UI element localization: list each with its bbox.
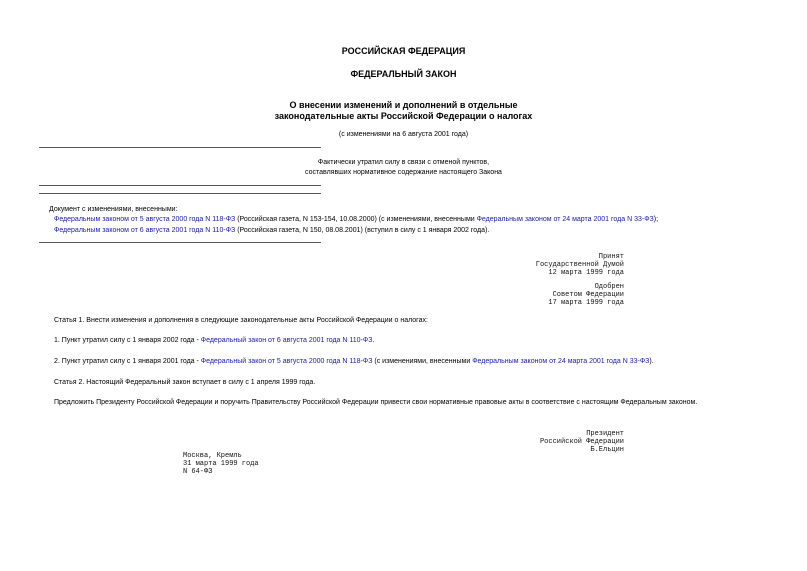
change-item-2-text: (Российская газета, N 150, 08.08.2001) (вступил в силу с 1 января 2002 года). — [235, 227, 490, 234]
divider — [39, 147, 321, 148]
title-line-1: О внесении изменений и дополнений в отдельные — [289, 100, 518, 110]
place-line-2: 31 марта 1999 года — [183, 460, 259, 468]
change-item-1 — [54, 215, 658, 225]
amendment-link-118fz[interactable]: Федеральным законом от 5 августа 2000 года N 118-ФЗ — [54, 216, 236, 223]
changes-heading: Документ с изменениями, внесенными: — [49, 206, 178, 213]
change-item-1-text: (Российская газета, N 153-154, 10.08.2000) (с изменениями, внесенными — [235, 216, 477, 223]
article-1: Статья 1. Внести изменения и дополнения в следующие законодательные акты Российской Федерации о налогах: — [54, 317, 428, 324]
article-1-point-2 — [54, 357, 654, 367]
signature-line-2: Российской Федерации — [539, 438, 624, 446]
signature-block — [450, 430, 624, 454]
country-heading: РОССИЙСКАЯ ФЕДЕРАЦИЯ — [341, 46, 466, 56]
place-line-1: Москва, Кремль — [183, 452, 242, 460]
article-2: Статья 2. Настоящий Федеральный закон вступает в силу с 1 апреля 1999 года. — [54, 379, 316, 386]
place-date-block — [183, 452, 259, 476]
point-2-prefix: (с изменениями — [372, 358, 427, 365]
approved-line-3: 17 марта 1999 года — [548, 299, 624, 307]
repeal-link-110fz[interactable]: Федеральный закон от 6 августа 2001 года N 110-ФЗ — [200, 337, 373, 344]
approved-line-1: Одобрен — [594, 283, 624, 291]
adopted-line-2: Государственной Думой — [535, 261, 624, 269]
article-1-point-1 — [54, 336, 374, 346]
point-1-end: . — [372, 337, 375, 344]
divider — [39, 193, 321, 194]
adopted-line-1: Принят — [598, 253, 624, 261]
divider — [39, 242, 321, 243]
repeal-link-118fz[interactable]: Федеральный закон от 5 августа 2000 года N 118-ФЗ — [200, 358, 373, 365]
amended-note: (с изменениями на 6 августа 2001 года) — [338, 131, 469, 138]
status-line-1: Фактически утратил силу в связи с отменой пунктов, — [317, 159, 490, 166]
proposal-paragraph: Предложить Президенту Российской Федерации и поручить Правительству Российской Федерации привести свои нормативные правовые акты в соответствие с настоящим Федеральным законом. — [54, 399, 698, 406]
adopted-block — [450, 253, 624, 277]
doc-type-heading: ФЕДЕРАЛЬНЫЙ ЗАКОН — [350, 69, 457, 79]
signature-line-1: Президент — [586, 430, 624, 438]
divider — [39, 185, 321, 186]
repeal-link-33fz[interactable]: Федеральным законом от 24 марта 2001 года N 33-ФЗ — [472, 358, 650, 365]
point-2-text: 2. Пункт утратил силу с 1 января 2001 года - — [54, 358, 201, 365]
title-line-2: законодательные акты Российской Федерации о налогах — [274, 111, 533, 121]
place-line-3: N 64-ФЗ — [183, 468, 213, 476]
approved-block — [450, 283, 624, 307]
signature-line-3: Б.Ельцин — [590, 446, 624, 454]
adopted-line-3: 12 марта 1999 года — [548, 269, 624, 277]
approved-line-2: Советом Федерации — [552, 291, 624, 299]
change-item-2 — [54, 226, 489, 236]
point-2-mid: , внесенными — [426, 358, 473, 365]
point-2-end: ). — [649, 358, 654, 365]
amendment-link-33fz[interactable]: Федеральным законом от 24 марта 2001 года N 33-ФЗ — [476, 216, 654, 223]
amendment-link-110fz[interactable]: Федеральным законом от 6 августа 2001 года N 110-ФЗ — [54, 227, 236, 234]
status-line-2: составлявших нормативное содержание настоящего Закона — [305, 169, 502, 176]
point-1-text: 1. Пункт утратил силу с 1 января 2002 года - — [54, 337, 201, 344]
change-item-1-end: ); — [653, 216, 659, 223]
